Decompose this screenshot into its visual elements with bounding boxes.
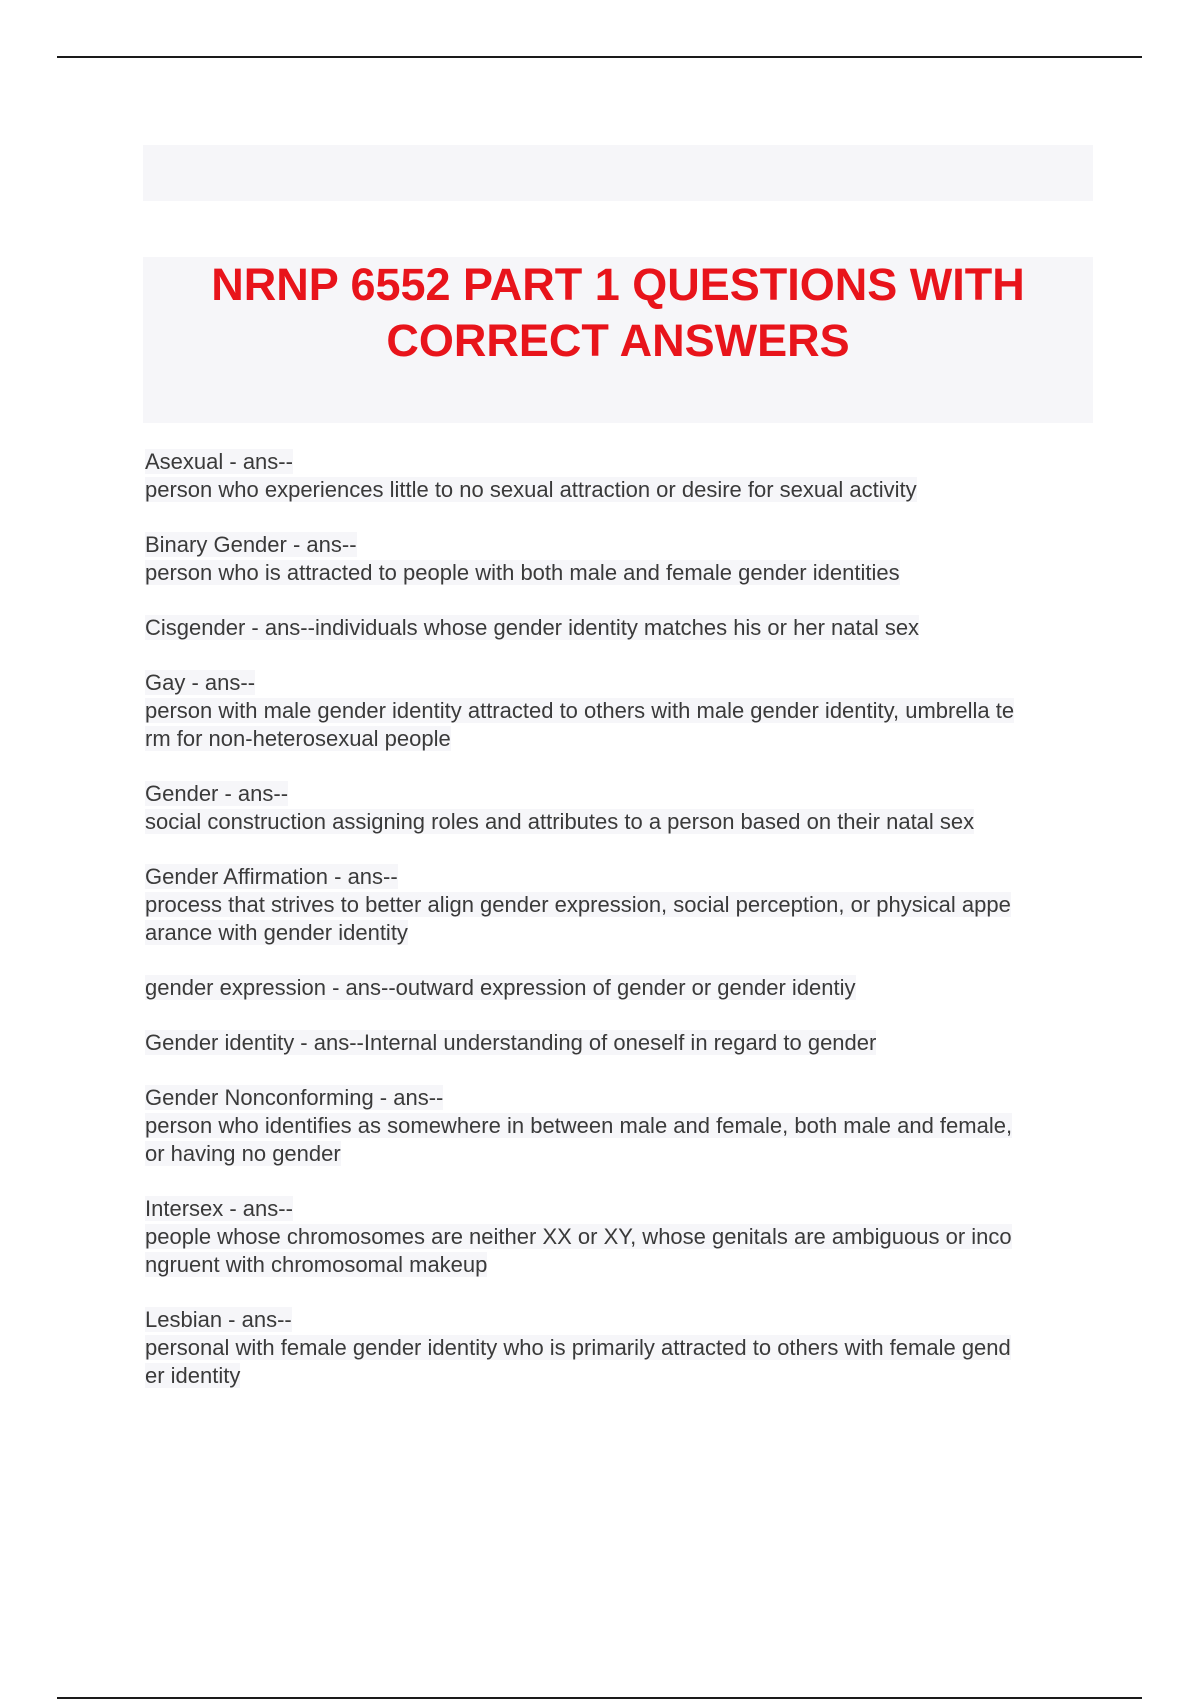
blank-header-band: [143, 145, 1093, 201]
entry-definition-cont: er identity: [145, 1363, 241, 1388]
entry-definition: person who is attracted to people with both male and female gender identities: [145, 560, 900, 585]
entry-term: Gender Nonconforming - ans--: [145, 1085, 444, 1110]
entry-lesbian: [145, 1306, 1095, 1390]
entry-term-definition: Cisgender - ans--individuals whose gender identity matches his or her natal sex: [145, 615, 920, 640]
entry-gender-expression: [145, 974, 1095, 1002]
entry-gender-affirmation: [145, 863, 1095, 947]
entry-gender: [145, 780, 1095, 836]
entry-definition-cont: arance with gender identity: [145, 920, 408, 945]
entry-cisgender: [145, 614, 1095, 642]
entry-term: Binary Gender - ans--: [145, 532, 357, 557]
entry-definition-cont: rm for non-heterosexual people: [145, 726, 451, 751]
entry-gay: [145, 669, 1095, 753]
entry-definition: person with male gender identity attracted to others with male gender identity, umbrella te: [145, 698, 1015, 723]
entry-definition-cont: or having no gender: [145, 1141, 341, 1166]
entry-term: Lesbian - ans--: [145, 1307, 292, 1332]
entry-term-definition: Gender identity - ans--Internal understanding of oneself in regard to gender: [145, 1030, 877, 1055]
entry-definition: social construction assigning roles and attributes to a person based on their natal sex: [145, 809, 975, 834]
entry-definition: person who identifies as somewhere in between male and female, both male and female,: [145, 1113, 1013, 1138]
entry-term: Gender - ans--: [145, 781, 289, 806]
entry-definition: process that strives to better align gender expression, social perception, or physical appe: [145, 892, 1011, 917]
entry-gender-identity: [145, 1029, 1095, 1057]
title-line-1: NRNP 6552 PART 1 QUESTIONS WITH: [211, 259, 1025, 310]
entry-term: Asexual - ans--: [145, 449, 293, 474]
entry-binary-gender: [145, 531, 1095, 587]
document-title: [143, 257, 1093, 369]
entry-intersex: [145, 1195, 1095, 1279]
title-band: [143, 257, 1093, 423]
entry-gender-nonconforming: [145, 1084, 1095, 1168]
entry-term: Intersex - ans--: [145, 1196, 293, 1221]
bottom-rule: [57, 1697, 1142, 1699]
entry-definition: personal with female gender identity who is primarily attracted to others with female gend: [145, 1335, 1011, 1360]
entry-asexual: [145, 448, 1095, 504]
glossary-entries: [145, 448, 1095, 1417]
title-line-2: CORRECT ANSWERS: [386, 315, 850, 366]
entry-definition: people whose chromosomes are neither XX or XY, whose genitals are ambiguous or inco: [145, 1224, 1012, 1249]
top-rule: [57, 56, 1142, 58]
entry-term: Gender Affirmation - ans--: [145, 864, 398, 889]
entry-term: Gay - ans--: [145, 670, 256, 695]
entry-term-definition: gender expression - ans--outward expression of gender or gender identiy: [145, 975, 856, 1000]
entry-definition-cont: ngruent with chromosomal makeup: [145, 1252, 488, 1277]
entry-definition: person who experiences little to no sexual attraction or desire for sexual activity: [145, 477, 917, 502]
